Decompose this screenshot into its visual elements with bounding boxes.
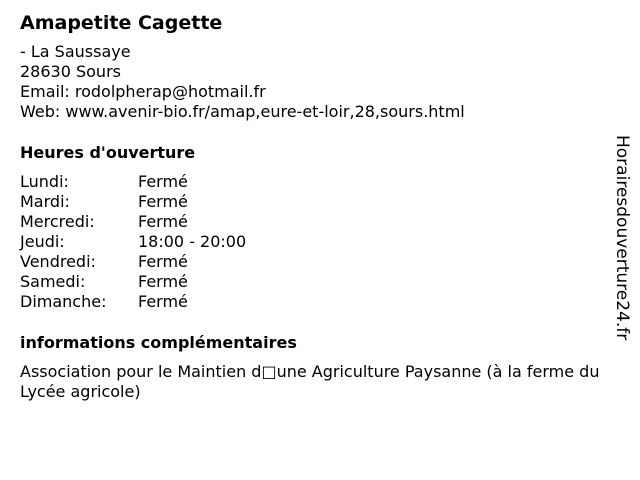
- address-street: - La Saussaye: [20, 42, 131, 61]
- hours-row-tuesday: [20, 192, 610, 212]
- hours-row-wednesday: [20, 212, 610, 232]
- day-time: Fermé: [138, 272, 188, 291]
- site-watermark: Horairesdouverture24.fr: [612, 135, 632, 341]
- day-time: Fermé: [138, 192, 188, 211]
- hours-row-saturday: [20, 272, 610, 292]
- day-time: Fermé: [138, 292, 188, 311]
- info-text: Association pour le Maintien d□une Agriculture Paysanne (à la ferme du Lycée agricole): [20, 362, 600, 401]
- day-time: Fermé: [138, 252, 188, 271]
- main-content: [20, 10, 610, 402]
- day-label: Mardi:: [20, 192, 70, 211]
- day-label: Mercredi:: [20, 212, 95, 231]
- day-label: Lundi:: [20, 172, 69, 191]
- day-time: 18:00 - 20:00: [138, 232, 247, 251]
- info-heading: informations complémentaires: [20, 333, 297, 352]
- day-time: Fermé: [138, 212, 188, 231]
- day-label: Dimanche:: [20, 292, 107, 311]
- web-line[interactable]: Web: www.avenir-bio.fr/amap,eure-et-loir,28,sours.html: [20, 102, 465, 121]
- hours-row-sunday: [20, 292, 610, 312]
- day-label: Vendredi:: [20, 252, 96, 271]
- hours-row-thursday: [20, 232, 610, 252]
- page-title: Amapetite Cagette: [20, 12, 223, 34]
- address-city: 28630 Sours: [20, 62, 121, 81]
- day-label: Jeudi:: [20, 232, 65, 251]
- day-time: Fermé: [138, 172, 188, 191]
- email-line[interactable]: Email: rodolpherap@hotmail.fr: [20, 82, 266, 101]
- day-label: Samedi:: [20, 272, 86, 291]
- hours-row-monday: [20, 172, 610, 192]
- hours-heading: Heures d'ouverture: [20, 143, 196, 162]
- hours-row-friday: [20, 252, 610, 272]
